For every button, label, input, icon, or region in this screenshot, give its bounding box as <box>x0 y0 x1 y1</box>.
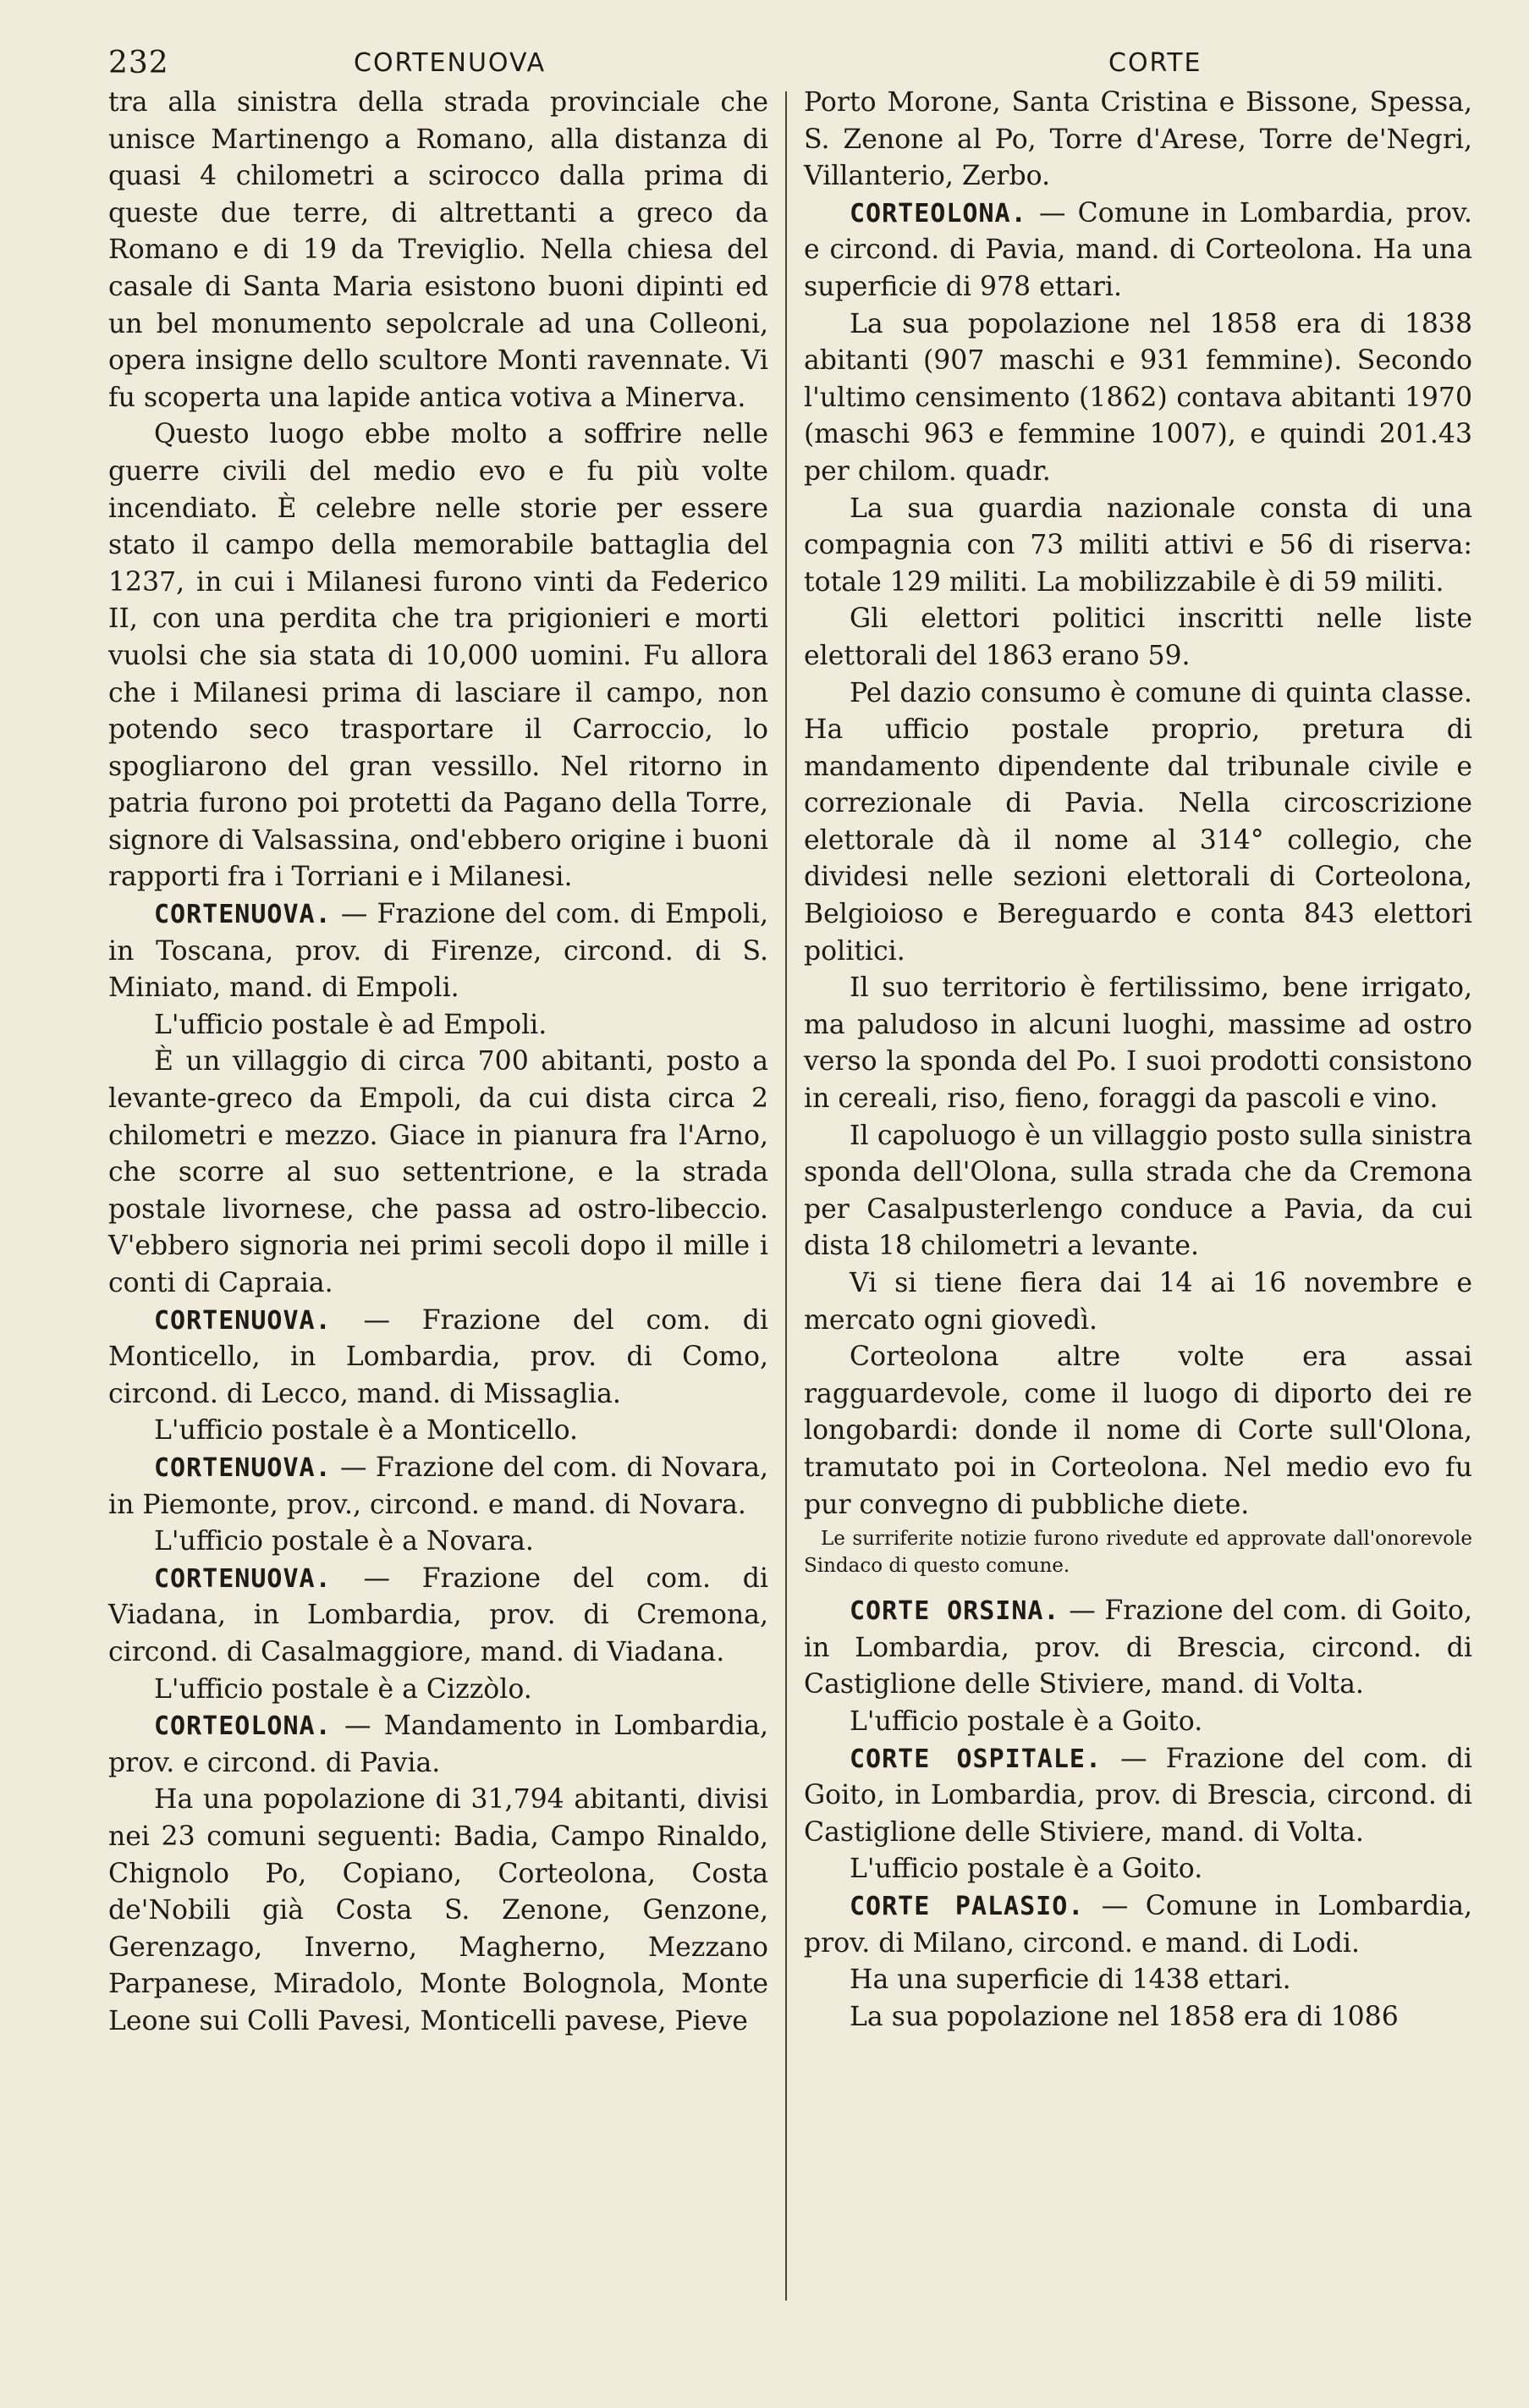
entry-headword: CORTE ORSINA. <box>850 1596 1060 1627</box>
paragraph-text: — Frazione del com. di Goito, in Lombardia, prov. di Brescia, circond. di Castiglione delle Stiviere, mand. di Volta. <box>804 1595 1472 1700</box>
paragraph-text: tra alla sinistra della strada provinciale che unisce Martinengo a Romano, alla distanza di quasi 4 chilometri a scirocco dalla prima di queste due terre, di altrettanti a greco da Romano e di 19 da Treviglio. Nella chiesa del casale di Santa Maria esistono buoni dipinti ed un bel monumento sepolcrale ad una Colleoni, opera insigne dello scultore Monti ravennate. Vi fu scoperta una lapide antica votiva a Minerva. <box>108 87 768 413</box>
paragraph <box>108 1007 768 1044</box>
entry-paragraph <box>108 1708 768 1782</box>
paragraph-text: Il capoluogo è un villaggio posto sulla sinistra sponda dell'Olona, sulla strada che da Cremona per Casalpusterlengo conduce a Pavia, da cui dista 18 chilometri a levante. <box>804 1120 1472 1262</box>
paragraph-text: L'ufficio postale è a Cizzòlo. <box>154 1673 532 1705</box>
paragraph-text: — Comune in Lombardia, prov. di Milano, circond. e mand. di Lodi. <box>804 1890 1472 1959</box>
paragraph <box>804 491 1472 602</box>
paragraph-text: Vi si tiene fiera dai 14 ai 16 novembre e mercato ogni giovedì. <box>804 1268 1472 1336</box>
right-running-head: CORTE <box>1108 48 1202 78</box>
entry-headword: CORTE OSPITALE. <box>850 1744 1103 1774</box>
paragraph-text: La sua guardia nazionale consta di una compagnia con 73 militi attivi e 56 di riserva: totale 129 militi. La mobilizzabile è di 59 militi. <box>804 493 1472 598</box>
paragraph-text: Questo luogo ebbe molto a soffrire nelle guerre civili del medio evo e fu più volte incendiato. È celebre nelle storie per essere stato il campo della memorabile battaglia del 1237, in cui i Milanesi furono vinti da Federico II, con una perdita che tra prigionieri e morti vuolsi che sia stata di 10,000 uomini. Fu allora che i Milanesi prima di lasciare il campo, non potendo seco trasportare il Carroccio, lo spogliarono del gran vessillo. Nel ritorno in patria furono poi protetti da Pagano della Torre, signore di Valsassina, ond'ebbero origine i buoni rapporti fra i Torriani e i Milanesi. <box>108 419 768 893</box>
paragraph-text: — Frazione del com. di Monticello, in Lombardia, prov. di Como, circond. di Lecco, mand. di Missaglia. <box>108 1304 769 1409</box>
editorial-note <box>804 1525 1472 1579</box>
entry-paragraph <box>108 1561 768 1672</box>
paragraph-text: — Frazione del com. di Empoli, in Toscana, prov. di Firenze, circond. di S. Miniato, mand. di Empoli. <box>108 899 768 1004</box>
paragraph-text: — Mandamento in Lombardia, prov. e circond. di Pavia. <box>108 1711 769 1778</box>
paragraph <box>804 1999 1472 2036</box>
left-running-head: CORTENUOVA <box>354 48 547 78</box>
paragraph-text: Il suo territorio è fertilissimo, bene irrigato, ma paludoso in alcuni luoghi, massime ad ostro verso la sponda del Po. I suoi prodotti consistono in cereali, riso, fieno, foraggi da pascoli e vino. <box>804 973 1472 1115</box>
page-number: 232 <box>108 46 169 80</box>
paragraph-text: È un villaggio di circa 700 abitanti, posto a levante-greco da Empoli, da cui dista circa 2 chilometri e mezzo. Giace in pianura fra l'Arno, che scorre al suo settentrione, e la strada postale livornese, che passa ad ostro-libeccio. V'ebbero signoria nei primi secoli dopo il mille i conti di Capraia. <box>108 1046 768 1298</box>
paragraph <box>108 1672 768 1709</box>
entry-headword: CORTENUOVA. <box>154 1305 332 1336</box>
paragraph-text: La sua popolazione nel 1858 era di 1086 <box>850 2001 1399 2032</box>
left-column <box>108 85 768 2040</box>
entry-headword: CORTEOLONA. <box>850 198 1027 229</box>
entry-headword: CORTENUOVA. <box>154 900 332 930</box>
entry-paragraph <box>804 1888 1472 1962</box>
column-divider <box>785 91 787 2301</box>
paragraph-text: L'ufficio postale è ad Empoli. <box>154 1009 547 1040</box>
paragraph-text: — Frazione del com. di Goito, in Lombardia, prov. di Brescia, circond. di Castiglione delle Stiviere, mand. di Volta. <box>804 1743 1472 1848</box>
paragraph-text: L'ufficio postale è a Goito. <box>850 1705 1203 1737</box>
paragraph <box>804 1339 1472 1524</box>
paragraph <box>804 85 1472 196</box>
paragraph-text: — Frazione del com. di Novara, in Piemonte, prov., circond. e mand. di Novara. <box>108 1452 769 1520</box>
paragraph <box>804 970 1472 1117</box>
entry-headword: CORTE PALASIO. <box>850 1891 1085 1921</box>
paragraph-text: Gli elettori politici inscritti nelle liste elettorali del 1863 erano 59. <box>804 603 1472 671</box>
entry-headword: CORTENUOVA. <box>154 1563 332 1594</box>
paragraph-text: L'ufficio postale è a Monticello. <box>154 1415 579 1446</box>
paragraph-text: La sua popolazione nel 1858 era di 1838 abitanti (907 maschi e 931 femmine). Secondo l'ultimo censimento (1862) contava abitanti 1970 (maschi 963 e femmine 1007), e quindi 201.43 per chilom. quadr. <box>804 308 1472 487</box>
paragraph <box>804 1118 1472 1265</box>
paragraph-text: L'ufficio postale è a Novara. <box>154 1526 534 1557</box>
paragraph <box>804 1962 1472 1999</box>
paragraph-text: — Comune in Lombardia, prov. e circond. di Pavia, mand. di Corteolona. Ha una superficie di 978 ettari. <box>804 197 1472 302</box>
paragraph <box>804 1265 1472 1339</box>
entry-paragraph <box>108 1303 768 1413</box>
paragraph-text: Ha una superficie di 1438 ettari. <box>850 1964 1291 1996</box>
paragraph-text: L'ufficio postale è a Goito. <box>850 1854 1203 1885</box>
entry-headword: CORTEOLONA. <box>154 1711 332 1742</box>
entry-headword: CORTENUOVA. <box>154 1452 332 1483</box>
paragraph <box>108 1413 768 1450</box>
paragraph <box>804 1704 1472 1741</box>
entry-paragraph <box>804 1593 1472 1704</box>
paragraph <box>108 1524 768 1561</box>
paragraph-text: Pel dazio consumo è comune di quinta classe. Ha ufficio postale proprio, pretura di mandamento dipendente dal tribunale civile e correzionale di Pavia. Nella circoscrizione elettorale dà il nome al 314° collegio, che dividesi nelle sezioni elettorali di Corteolona, Belgioioso e Bereguardo e conta 843 elettori politici. <box>804 677 1472 967</box>
right-column <box>804 85 1472 2036</box>
paragraph-text: Ha una popolazione di 31,794 abitanti, divisi nei 23 comuni seguenti: Badia, Campo Rinaldo, Chignolo Po, Copiano, Corteolona, Costa de'Nobili già Costa S. Zenone, Genzone, Gerenzago, Inverno, Magherno, Mezzano Parpanese, Miradolo, Monte Bolognola, Monte Leone sui Colli Pavesi, Monticelli pavese, Pieve <box>108 1784 768 2036</box>
entry-paragraph <box>804 1741 1472 1852</box>
paragraph-text: — Frazione del com. di Viadana, in Lombardia, prov. di Cremona, circond. di Casalmaggiore, mand. di Viadana. <box>108 1562 769 1667</box>
paragraph <box>804 675 1472 971</box>
paragraph <box>108 416 768 896</box>
paragraph <box>804 306 1472 491</box>
entry-paragraph <box>804 196 1472 306</box>
paragraph <box>108 85 768 416</box>
paragraph-text: Corteolona altre volte era assai ragguardevole, come il luogo di diporto dei re longobardi: donde il nome di Corte sull'Olona, tramutato poi in Corteolona. Nel medio evo fu pur convegno di pubbliche diete. <box>804 1342 1472 1520</box>
paragraph-text: Le surriferite notizie furono rivedute ed approvate dall'onorevole Sindaco di questo comune. <box>804 1528 1472 1578</box>
paragraph <box>804 601 1472 675</box>
paragraph <box>108 1044 768 1302</box>
paragraph-text: Porto Morone, Santa Cristina e Bissone, Spessa, S. Zenone al Po, Torre d'Arese, Torre de'Negri, Villanterio, Zerbo. <box>804 87 1472 192</box>
entry-paragraph <box>108 896 768 1007</box>
paragraph <box>108 1782 768 2040</box>
entry-paragraph <box>108 1450 768 1524</box>
paragraph <box>804 1851 1472 1888</box>
